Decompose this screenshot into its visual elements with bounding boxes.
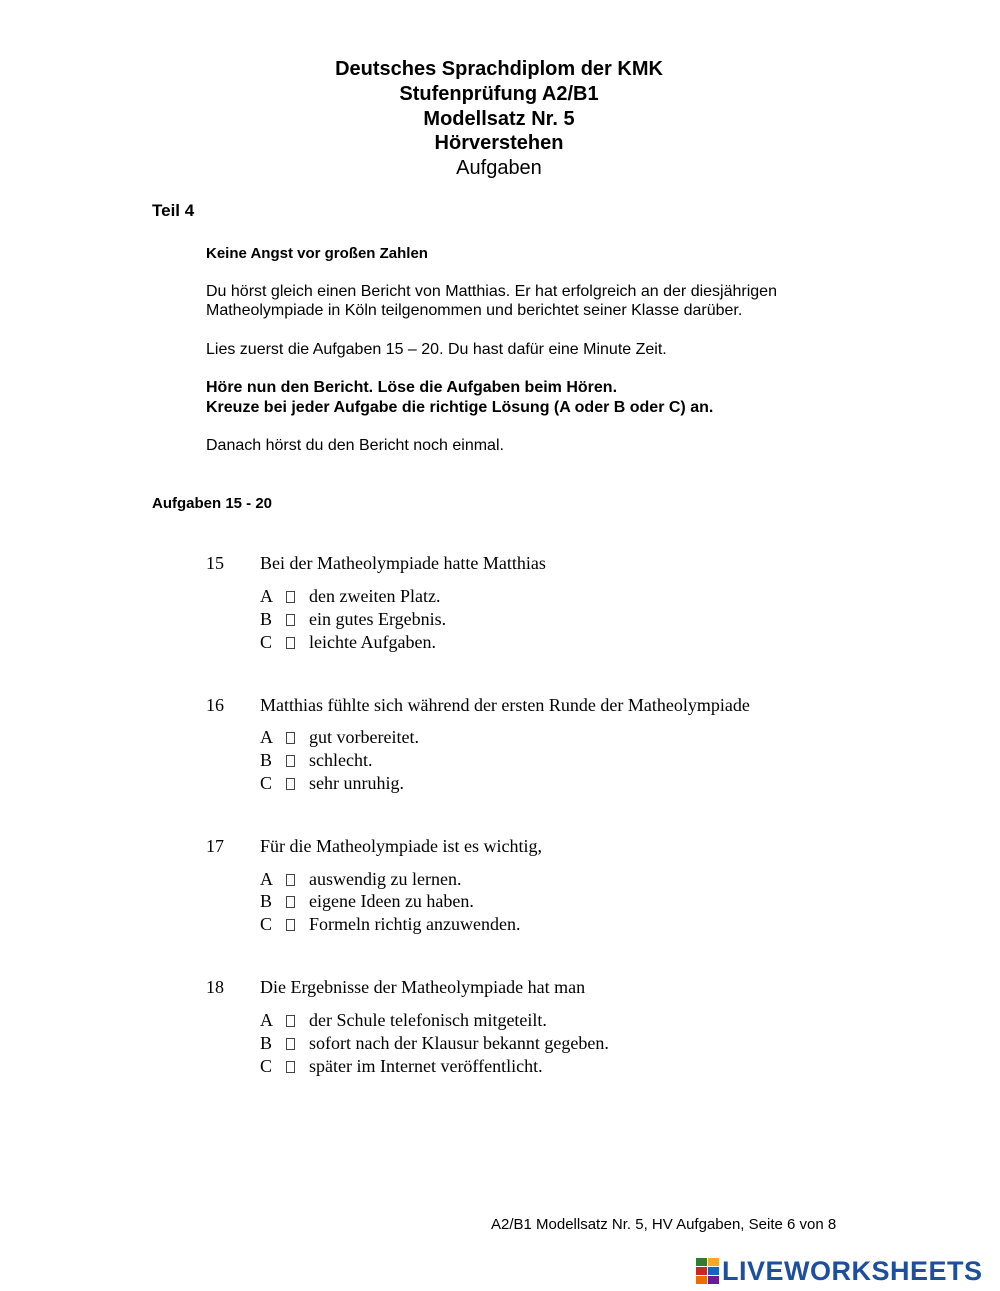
- instruction-line-2: Kreuze bei jeder Aufgabe die richtige Lösung (A oder B oder C) an.: [206, 399, 714, 416]
- option-text: ein gutes Ergebnis.: [309, 609, 447, 629]
- option-18-a[interactable]: [260, 1009, 547, 1031]
- option-letter: B: [260, 609, 273, 629]
- option-text: Formeln richtig anzuwenden.: [309, 914, 521, 934]
- option-17-c[interactable]: [260, 913, 520, 935]
- option-text: sehr unruhig.: [309, 773, 404, 793]
- answer-checkbox[interactable]: [286, 896, 295, 908]
- question-number: 18: [206, 977, 224, 997]
- question-text: Die Ergebnisse der Matheolympiade hat man: [260, 977, 586, 997]
- option-text: eigene Ideen zu haben.: [309, 891, 474, 911]
- tasks-heading: Aufgaben 15 - 20: [152, 495, 273, 512]
- option-letter: C: [260, 632, 273, 652]
- doc-title-line5: Aufgaben: [456, 157, 542, 179]
- answer-checkbox[interactable]: [286, 732, 295, 744]
- option-18-b[interactable]: [260, 1032, 609, 1054]
- option-text: gut vorbereitet.: [309, 727, 419, 747]
- logo-tile: [708, 1267, 719, 1275]
- section-title: Teil 4: [152, 201, 195, 220]
- doc-title-line3: Modellsatz Nr. 5: [423, 108, 575, 130]
- answer-checkbox[interactable]: [286, 778, 295, 790]
- answer-checkbox[interactable]: [286, 1015, 295, 1027]
- option-16-a[interactable]: [260, 726, 419, 748]
- logo-tile: [708, 1258, 719, 1266]
- option-letter: A: [260, 1010, 273, 1030]
- option-15-b[interactable]: [260, 608, 446, 630]
- logo-tile: [696, 1267, 707, 1275]
- answer-checkbox[interactable]: [286, 1038, 295, 1050]
- option-letter: B: [260, 750, 273, 770]
- logo-tile: [696, 1276, 707, 1284]
- option-letter: C: [260, 1056, 273, 1076]
- option-text: der Schule telefonisch mitgeteilt.: [309, 1010, 547, 1030]
- option-text: auswendig zu lernen.: [309, 869, 462, 889]
- read-first-text: Lies zuerst die Aufgaben 15 – 20. Du hast dafür eine Minute Zeit.: [206, 341, 667, 358]
- option-letter: C: [260, 914, 273, 934]
- option-16-c[interactable]: [260, 772, 404, 794]
- answer-checkbox[interactable]: [286, 1061, 295, 1073]
- question-text: Matthias fühlte sich während der ersten Runde der Matheolympiade: [260, 695, 750, 715]
- question-text: Für die Matheolympiade ist es wichtig,: [260, 836, 542, 856]
- option-letter: B: [260, 1033, 273, 1053]
- option-text: den zweiten Platz.: [309, 586, 441, 606]
- question-number: 16: [206, 695, 224, 715]
- liveworksheets-logo: [696, 1255, 983, 1287]
- option-letter: A: [260, 586, 273, 606]
- option-text: sofort nach der Klausur bekannt gegeben.: [309, 1033, 609, 1053]
- option-15-c[interactable]: [260, 631, 436, 653]
- option-16-b[interactable]: [260, 749, 372, 771]
- page-footer: A2/B1 Modellsatz Nr. 5, HV Aufgaben, Seite 6 von 8: [491, 1216, 837, 1233]
- option-17-b[interactable]: [260, 890, 474, 912]
- option-17-a[interactable]: [260, 868, 461, 890]
- doc-title-line1: Deutsches Sprachdiplom der KMK: [335, 58, 663, 80]
- option-15-a[interactable]: [260, 585, 440, 607]
- answer-checkbox[interactable]: [286, 755, 295, 767]
- logo-tile: [696, 1258, 707, 1266]
- section-subtitle: Keine Angst vor großen Zahlen: [206, 245, 428, 262]
- afterwards-text: Danach hörst du den Bericht noch einmal.: [206, 437, 504, 454]
- question-number: 15: [206, 553, 224, 573]
- doc-title-line2: Stufenprüfung A2/B1: [399, 83, 599, 105]
- intro-line-1: Du hörst gleich einen Bericht von Matthias. Er hat erfolgreich an der diesjährigen: [206, 283, 777, 300]
- question-text: Bei der Matheolympiade hatte Matthias: [260, 553, 546, 573]
- question-number: 17: [206, 836, 224, 856]
- answer-checkbox[interactable]: [286, 614, 295, 626]
- logo-text: LIVEWORKSHEETS: [722, 1256, 983, 1286]
- option-text: später im Internet veröffentlicht.: [309, 1056, 543, 1076]
- logo-tiles-icon: [696, 1258, 719, 1284]
- instruction-line-1: Höre nun den Bericht. Löse die Aufgaben beim Hören.: [206, 379, 618, 396]
- option-text: leichte Aufgaben.: [309, 632, 436, 652]
- option-18-c[interactable]: [260, 1055, 543, 1077]
- option-letter: A: [260, 869, 273, 889]
- doc-title-line4: Hörverstehen: [434, 132, 564, 154]
- option-letter: C: [260, 773, 273, 793]
- answer-checkbox[interactable]: [286, 874, 295, 886]
- answer-checkbox[interactable]: [286, 919, 295, 931]
- option-text: schlecht.: [309, 750, 373, 770]
- option-letter: A: [260, 727, 273, 747]
- answer-checkbox[interactable]: [286, 591, 295, 603]
- answer-checkbox[interactable]: [286, 637, 295, 649]
- intro-line-2: Matheolympiade in Köln teilgenommen und berichtet seiner Klasse darüber.: [206, 302, 743, 319]
- logo-tile: [708, 1276, 719, 1284]
- option-letter: B: [260, 891, 273, 911]
